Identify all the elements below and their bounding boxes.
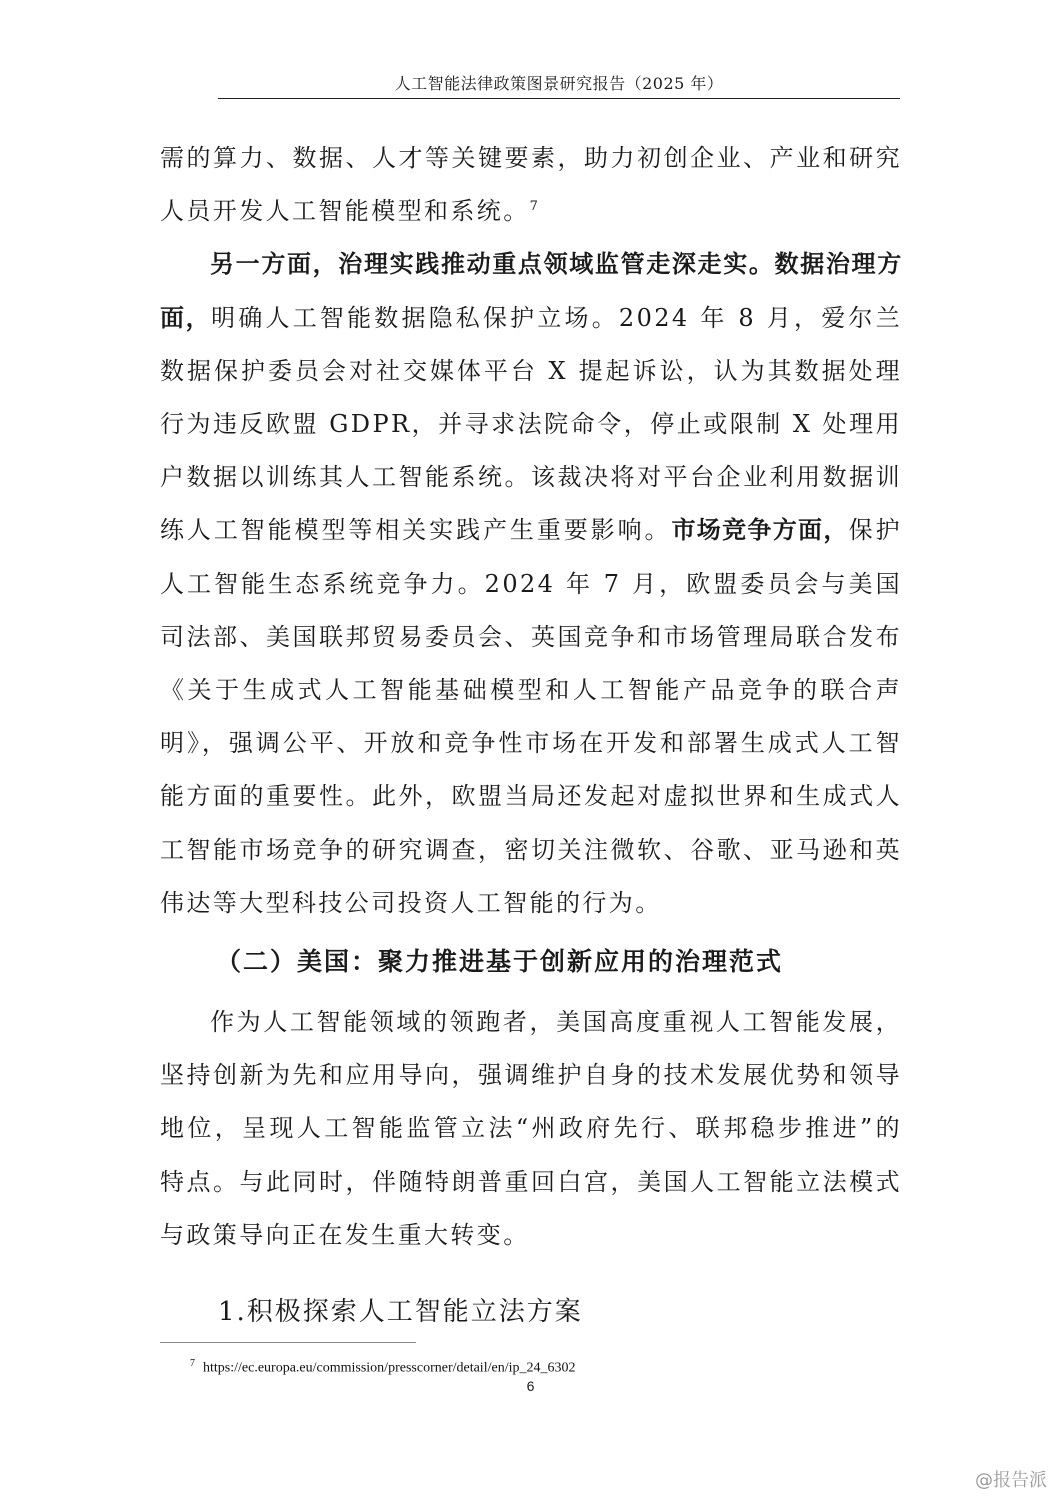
running-header: 人工智能法律政策图景研究报告（2025 年） [218, 70, 900, 99]
footnote-number: 7 [190, 1358, 195, 1369]
bold-topic-market-competition: 市场竞争方面， [671, 516, 849, 545]
footnote-link[interactable]: https://ec.europa.eu/commission/presscorner/detail/en/ip_24_6302 [203, 1360, 576, 1376]
page-number: 6 [526, 1378, 535, 1394]
paragraph-text: 明确人工智能数据隐私保护立场。2024 年 8 月，爱尔兰数据保护委员会对社交媒体平台 X 提起诉讼，认为其数据处理行为违反欧盟 GDPR，并寻求法院命令，停止或限制 X 处理用户数据以训练其人工智能系统。该裁决将对平台企业利用数据训练人工智能模型等相关实践产生重要影响。 [160, 303, 902, 545]
watermark: @报告派 [975, 1470, 1047, 1491]
paragraph-eu-governance [160, 238, 902, 930]
sub-heading: 1.积极探索人工智能立法方案 [218, 1297, 583, 1328]
section-heading: （二）美国：聚力推进基于创新应用的治理范式 [216, 947, 784, 977]
paragraph-text: 保护人工智能生态系统竞争力。2024 年 7 月，欧盟委员会与美国司法部、美国联邦贸易委员会、英国竞争和市场管理局联合发布《关于生成式人工智能基础模型和人工智能产品竞争的联合声明》，强调公平、开放和竞争性市场在开发和部署生成式人工智能方面的重要性。此外，欧盟当局还发起对虚拟世界和生成式人工智能市场竞争的研究调查，密切关注微软、谷歌、亚马逊和英伟达等大型科技公司投资人工智能的行为。 [160, 516, 902, 917]
paragraph-us-overview [160, 996, 902, 1262]
footnote [190, 1355, 575, 1378]
paragraph-text: 需的算力、数据、人才等关键要素，助力初创企业、产业和研究人员开发人工智能模型和系统。 [160, 144, 902, 226]
footnote-divider [160, 1342, 416, 1343]
page-body [160, 132, 902, 1340]
bold-topic-data-governance: 数据治理方面， [160, 250, 902, 332]
paragraph-text: 作为人工智能领域的领跑者，美国高度重视人工智能发展，坚持创新为先和应用导向，强调维护自身的技术发展优势和领导地位，呈现人工智能监管立法“州政府先行、联邦稳步推进”的特点。与此同时，伴随特朗普重回白宫，美国人工智能立法模式与政策导向正在发生重大转变。 [160, 1008, 902, 1249]
paragraph-continuation [160, 132, 902, 238]
bold-lead-sentence: 另一方面，治理实践推动重点领域监管走深走实。 [210, 250, 775, 279]
footnote-reference[interactable]: 7 [529, 199, 538, 215]
